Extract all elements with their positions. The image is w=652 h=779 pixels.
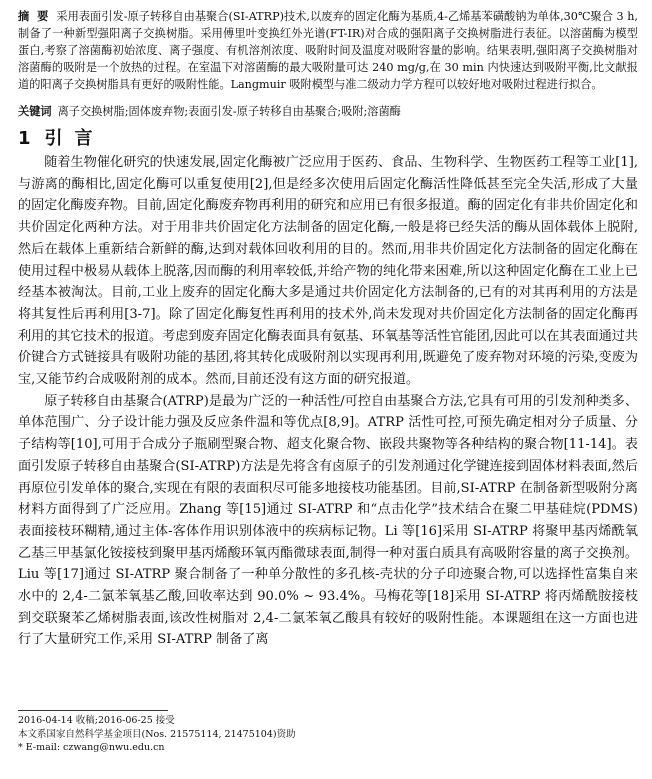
footnote-funding: 本文系国家自然科学基金项目(Nos. 21575114, 21475104)资助 bbox=[18, 728, 296, 740]
abstract-label: 摘 要 bbox=[18, 10, 51, 23]
article-page bbox=[18, 8, 638, 651]
body-paragraph-1: 随着生物催化研究的快速发展,固定化酶被广泛应用于医药、食品、生物科学、生物医药工程等工业[1],与游离的酶相比,固定化酶可以重复使用[2],但是经多次使用后固定化酶活性降低甚至完全失活,形成了大量的固定化酶废弃物。目前,固定化酶废弃物再利用的研究和应用已有很多报道。酶的固定化有非共价固定化和共价固定化两种方法。对于用非共价固定化方法制备的固定化酶,一般是将已经失活的酶从固体载体上脱附,然后在载体上重新结合新鲜的酶,达到对载体回收利用的目的。然而,用非共价固定化方法制备的固定化酶在使用过程中极易从载体上脱落,因而酶的利用率较低,并给产物的纯化带来困难,所以这种固定化酶在工业上已经基本被淘汰。目前,工业上废弃的固定化酶大多是通过共价固定化方法制备的,已有的对其再利用的方法是将其复性后再利用[3-7]。除了固定化酶复性再利用的技术外,尚未发现对共价固定化方法制备的固定化酶再利用的其它技术的报道。考虑到废弃固定化酶表面具有氨基、环氧基等活性官能团,因此可以在其表面通过共价键合方式链接具有吸附功能的基团,将其转化成吸附剂以实现再利用,既避免了废弃物对环境的污染,变废为宝,又能节约合成吸附剂的成本。然而,目前还没有这方面的研究报道。 bbox=[18, 155, 638, 388]
abstract bbox=[18, 8, 638, 93]
footnote bbox=[18, 710, 638, 755]
section-number: 1 bbox=[18, 128, 31, 149]
abstract-text: 采用表面引发-原子转移自由基聚合(SI-ATRP)技术,以废弃的固定化酶为基质,4-乙烯基苯磺酸钠为单体,30℃聚合 3 h,制备了一种新型强阳离子交换树脂。采用傅里叶变换红外光谱(FT-IR)对合成的强阳离子交换树脂进行表征。以溶菌酶为模型蛋白,考察了溶菌酶初始浓度、离子强度、有机溶剂浓度、吸附时间及温度对吸附容量的影响。结果表明,强阳离子交换树脂对溶菌酶的吸附是一个放热的过程。在室温下对溶菌酶的最大吸附量可达 240 mg/g,在 30 min 内快速达到吸附平衡,比文献报道的阳离子交换树脂具有更好的吸附性能。Langmuir 吸附模型与准二级动力学方程可以较好地对吸附过程进行拟合。 bbox=[18, 10, 638, 91]
section-title: 引言 bbox=[44, 128, 105, 149]
body-paragraph-2: 原子转移自由基聚合(ATRP)是最为广泛的一种活性/可控自由基聚合方法,它具有可用的引发剂种类多、单体范围广、分子设计能力强及反应条件温和等优点[8,9]。ATRP 活性可控,可预先确定相对分子质量、分子结构等[10],可用于合成分子瓶刷型聚合物、超支化聚合物、嵌段共聚物等各种结构的聚合物[11-14]。表面引发原子转移自由基聚合(SI-ATRP)方法是先将含有卤原子的引发剂通过化学键连接到固体材料表面,然后再原位引发单体的聚合,实现在有限的表面积尽可能多地接枝功能基团。目前,SI-ATRP 在制备新型吸附分离材料方面得到了广泛应用。Zhang 等[15]通过 SI-ATRP 和“点击化学”技术结合在聚二甲基硅烷(PDMS)表面接枝环糊精,通过主体-客体作用识别体液中的疾病标记物。Li 等[16]采用 SI-ATRP 将聚甲基丙烯酰氧乙基三甲基氯化铵接枝到聚甲基丙烯酸环氧丙酯微球表面,制得一种对蛋白质具有高吸附容量的离子交换剂。Liu 等[17]通过 SI-ATRP 聚合制备了一种单分散性的多孔核-壳状的分子印迹聚合物,可以选择性富集自来水中的 2,4-二氯苯氧基乙酸,回收率达到 90.0% ~ 93.4%。马梅花等[18]采用 SI-ATRP 将丙烯酰胺接枝到交联聚苯乙烯树脂表面,该改性树脂对 2,4-二氯苯氧乙酸具有较好的吸附性能。本课题组在这一方面也进行了大量研究工作,采用 SI-ATRP 制备了离 bbox=[18, 393, 638, 648]
keywords-text: 离子交换树脂;固体废弃物;表面引发-原子转移自由基聚合;吸附;溶菌酶 bbox=[57, 105, 401, 118]
footnote-email: * E-mail: czwang@nwu.edu.cn bbox=[18, 742, 165, 753]
keywords bbox=[18, 103, 638, 120]
section-heading bbox=[18, 126, 638, 152]
footnote-dates: 2016-04-14 收稿;2016-06-25 接受 bbox=[18, 715, 175, 726]
keywords-label: 关键词 bbox=[18, 105, 52, 118]
footnote-rule bbox=[18, 710, 168, 711]
